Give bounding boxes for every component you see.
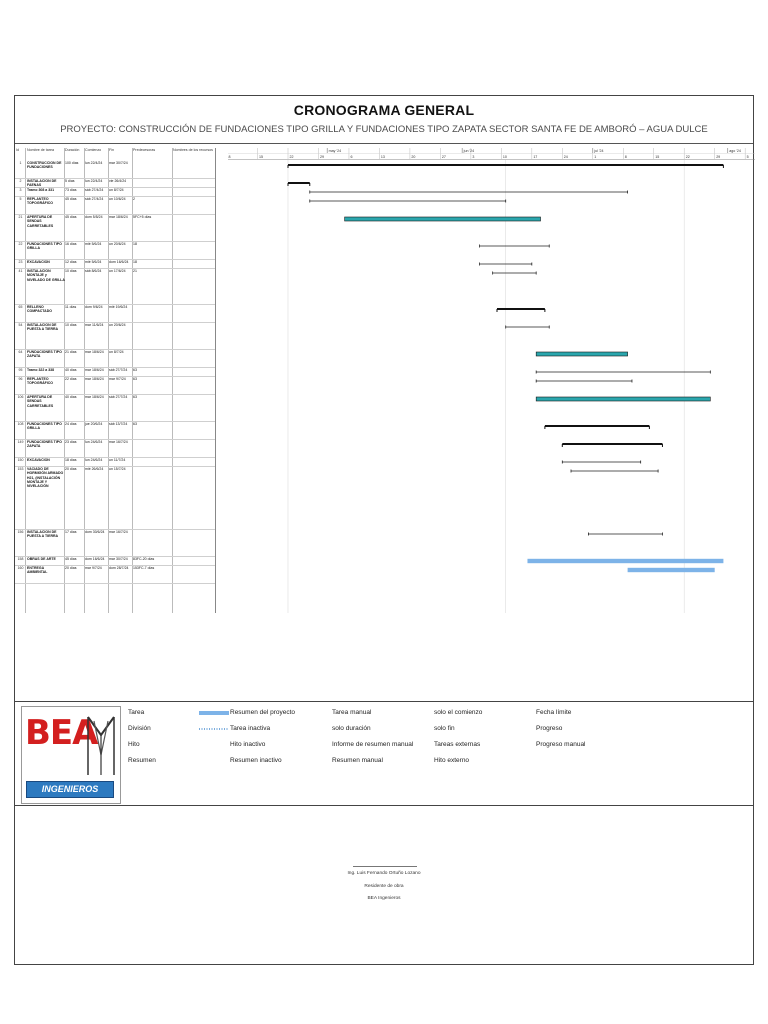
task-duration: 5 días <box>65 179 75 183</box>
task-pred: 63 <box>133 368 137 372</box>
task-name: REPLANTEO TOPOGRÁFICO <box>27 197 53 206</box>
task-duration: 11 días <box>65 305 77 309</box>
timescale-day-label: 27 <box>441 155 446 159</box>
task-start: sáb 27/4/24 <box>85 188 104 192</box>
timescale-day-label: 8 <box>624 155 627 159</box>
table-row[interactable] <box>15 214 215 242</box>
task-end: mar 30/7/24 <box>109 557 128 561</box>
task-duration: 10 días <box>65 323 77 327</box>
timescale-day-label: 6 <box>350 155 353 159</box>
table-header <box>15 148 215 160</box>
legend-label: Hito externo <box>434 757 470 764</box>
task-start: mié 5/6/24 <box>85 260 102 264</box>
task-end: un 8/7/24 <box>109 350 124 354</box>
task-duration: 21 días <box>65 350 77 354</box>
task-end: vie 26/4/24 <box>109 179 127 183</box>
task-name: VACIADO DE HORMIGÓN ARMADO H21, (INSTALACIÓN MONTAJE Y NIVELACIÓN <box>27 467 64 489</box>
task-duration: 45 días <box>65 557 77 561</box>
timescale-month-label: ago '24 <box>729 149 741 154</box>
timescale-day-label: 5 <box>746 155 749 159</box>
task-end: un 10/6/24 <box>109 197 126 201</box>
table-row[interactable] <box>15 394 215 422</box>
task-start: sáb 8/6/24 <box>85 269 102 273</box>
col-duration: Duración <box>65 148 80 152</box>
table-row[interactable] <box>15 565 215 584</box>
col-id: Id <box>16 148 19 152</box>
task-name: EXCAVACION <box>27 458 50 462</box>
task-end: mié 19/6/24 <box>109 305 128 309</box>
timescale-month-label: jun '24 <box>463 149 475 154</box>
timescale-day-label: 15 <box>655 155 660 159</box>
task-end: un 15/7/24 <box>109 467 126 471</box>
task-pred: 2 <box>133 197 135 201</box>
legend-label: Hito inactivo <box>230 741 266 748</box>
table-row[interactable] <box>15 304 215 323</box>
legend-label: Fecha límite <box>536 709 572 716</box>
task-end: dom 16/6/24 <box>109 260 129 264</box>
task-duration: 100 días <box>65 161 79 165</box>
task-end: dom 28/7/24 <box>109 566 129 570</box>
task-start: lun 24/6/24 <box>85 458 103 462</box>
task-pred: 18 <box>133 242 137 246</box>
task-name: OBRAS DE ARTE <box>27 557 56 561</box>
task-start: lun 22/4/24 <box>85 161 103 165</box>
legend-label: Informe de resumen manual <box>332 741 414 748</box>
task-name: FUNDACIONES TIPO GRILLA <box>27 242 62 251</box>
gantt-chart <box>228 148 755 613</box>
legend-label: solo fin <box>434 725 455 732</box>
task-duration: 20 días <box>65 467 77 471</box>
task-pred: 63 <box>133 395 137 399</box>
task-id: 22 <box>18 242 23 246</box>
table-row[interactable] <box>15 322 215 350</box>
task-id: 65 <box>18 305 23 309</box>
task-start: dom 16/6/24 <box>85 557 105 561</box>
task-id: 96 <box>18 377 23 381</box>
legend-task-swatch <box>199 711 229 715</box>
legend-label: Tarea <box>128 709 145 716</box>
legend-label: Resumen inactivo <box>230 757 282 764</box>
task-id: 64 <box>18 350 23 354</box>
task-pred: 21 <box>133 269 137 273</box>
gantt-bar-summary-project <box>527 559 723 563</box>
task-duration: 45 días <box>65 197 77 201</box>
task-end: mar 16/7/24 <box>109 440 128 444</box>
gantt-bar-task <box>345 217 541 221</box>
task-name: Tramo 322 a 338 <box>27 368 55 372</box>
task-id: 54 <box>18 323 23 327</box>
gantt-bar-summary-project <box>628 568 715 572</box>
legend-label: Resumen del proyecto <box>230 709 296 716</box>
task-pred: 63 <box>133 422 137 426</box>
task-id: 149 <box>17 440 24 444</box>
col-end: Fin <box>109 148 114 152</box>
task-duration: 17 días <box>65 530 77 534</box>
legend-label: Progreso manual <box>536 741 586 748</box>
table-row[interactable] <box>15 349 215 368</box>
timescale-day-label: 22 <box>685 155 690 159</box>
task-end: mar 9/7/24 <box>109 377 126 381</box>
task-duration: 12 días <box>65 260 77 264</box>
task-id: 95 <box>18 368 23 372</box>
task-end: un 20/6/24 <box>109 242 126 246</box>
task-name: FUNDACIONES TIPO ZAPATA <box>27 350 62 359</box>
col-pred: Predecesoras <box>133 148 156 152</box>
task-duration: 20 días <box>65 566 77 570</box>
task-start: lun 24/6/24 <box>85 440 103 444</box>
legend-label: Resumen <box>128 757 156 764</box>
table-row[interactable] <box>15 160 215 179</box>
legend-label: Tareas externas <box>434 741 481 748</box>
task-id: 153 <box>17 467 24 471</box>
task-name: Tramo 308 a 331 <box>27 188 55 192</box>
gantt-bar-task <box>536 352 627 356</box>
legend-label: Progreso <box>536 725 563 732</box>
task-name: FUNDACIONES TIPO GRILLA <box>27 422 62 431</box>
legend-label: solo duración <box>332 725 371 732</box>
legend-label: Tarea manual <box>332 709 372 716</box>
task-end: sáb 13/7/24 <box>109 422 128 426</box>
timescale-day-label: 29 <box>716 155 721 159</box>
signature-name: Ing. Luis Fernando Ortuño Lozano <box>347 871 421 876</box>
gantt-bar-task <box>536 397 710 401</box>
signature-line <box>353 866 417 867</box>
task-name: FUNDACIONES TIPO ZAPATA <box>27 440 62 449</box>
task-duration: 16 días <box>65 242 77 246</box>
table-row[interactable] <box>15 241 215 260</box>
table-row[interactable] <box>15 268 215 305</box>
timescale-day-label: 17 <box>533 155 538 159</box>
gantt-svg <box>228 148 755 613</box>
task-end: sáb 27/7/24 <box>109 395 128 399</box>
task-id: 5 <box>19 197 22 201</box>
task-duration: 18 días <box>65 458 77 462</box>
task-end: un 8/7/24 <box>109 188 124 192</box>
task-start: mar 9/7/24 <box>85 566 102 570</box>
task-start: mar 18/6/24 <box>85 350 104 354</box>
task-start: jue 20/6/24 <box>85 422 103 426</box>
task-id: 158 <box>17 557 24 561</box>
timescale-day-label: 3 <box>472 155 475 159</box>
timescale-month-label: may '24 <box>328 149 342 154</box>
task-end: mar 18/6/24 <box>109 215 128 219</box>
task-duration: 40 días <box>65 368 77 372</box>
page-subtitle: PROYECTO: CONSTRUCCIÓN DE FUNDACIONES TIPO GRILLA Y FUNDACIONES TIPO ZAPATA SECTOR SANTA FE DE AMBORÓ – AGUA DULCE <box>60 124 708 135</box>
task-start: mar 18/6/24 <box>85 395 104 399</box>
task-start: dom 9/6/24 <box>85 305 103 309</box>
task-id: 3 <box>19 188 22 192</box>
task-start: mié 5/6/24 <box>85 242 102 246</box>
task-pred: 83FC-20 días <box>133 557 155 561</box>
task-name: CONSTRUCCION DE FUNDACIONES <box>27 161 62 170</box>
timescale-day-label: 22 <box>289 155 294 159</box>
task-name: ENTREGA AMBIENTAL <box>27 566 48 575</box>
timescale-day-label: 20 <box>411 155 416 159</box>
task-start: mar 18/6/24 <box>85 377 104 381</box>
legend-label: Hito <box>128 741 140 748</box>
task-duration: 40 días <box>65 395 77 399</box>
task-start: lun 22/4/24 <box>85 179 103 183</box>
timescale-day-label: 13 <box>380 155 385 159</box>
task-pred: 5FC+5 días <box>133 215 152 219</box>
task-id: 1 <box>19 161 22 165</box>
logo-subtext: INGENIEROS <box>26 781 114 798</box>
timescale-day-label: 1 <box>594 155 597 159</box>
title-divider <box>15 143 753 144</box>
col-name: Nombre de tarea <box>27 148 54 152</box>
task-end: un 20/6/24 <box>109 323 126 327</box>
table-row[interactable] <box>15 529 215 557</box>
task-id: 106 <box>17 395 24 399</box>
schedule-sheet <box>14 95 754 965</box>
task-end: un 17/6/24 <box>109 269 126 273</box>
task-start: dom 5/5/24 <box>85 215 103 219</box>
table-row[interactable] <box>15 196 215 215</box>
task-name: APERTURA DE SENDAS CARRETABLES <box>27 215 54 228</box>
table-row[interactable] <box>15 466 215 530</box>
task-end: un 11/7/24 <box>109 458 126 462</box>
table-row[interactable] <box>15 421 215 440</box>
task-end: mar 16/7/24 <box>109 530 128 534</box>
task-name: RELLENO COMPACTADO <box>27 305 52 314</box>
task-name: INSTALACION DE PUESTA A TIERRA <box>27 323 59 332</box>
legend-label: División <box>128 725 151 732</box>
task-end: mar 30/7/24 <box>109 161 128 165</box>
task-pred: 63 <box>133 377 137 381</box>
task-start: mar 11/6/24 <box>85 323 104 327</box>
timescale-day-label: 15 <box>259 155 264 159</box>
task-name: REPLANTEO TOPOGRÁFICO <box>27 377 53 386</box>
task-duration: 73 días <box>65 188 77 192</box>
task-duration: 23 días <box>65 440 77 444</box>
task-name: INSTALACION MONTAJE y NIVELADO DE GRILLA <box>27 269 65 282</box>
task-start: mié 26/6/24 <box>85 467 104 471</box>
timescale-day-label: 10 <box>502 155 507 159</box>
signature-role: Residente de obra <box>364 884 404 889</box>
col-resources: Nombres de los recursos <box>173 148 213 152</box>
legend-label: Resumen manual <box>332 757 383 764</box>
task-name: INSTALACION DE PUESTA A TIERRA <box>27 530 59 539</box>
page-title: CRONOGRAMA GENERAL <box>293 102 475 118</box>
task-pred: 18 <box>133 260 137 264</box>
task-duration: 22 días <box>65 377 77 381</box>
timescale-month-label: jul '24 <box>594 149 604 154</box>
task-start: sáb 27/4/24 <box>85 197 104 201</box>
legend-symbols <box>15 702 753 802</box>
task-id: 156 <box>17 530 24 534</box>
task-id: 21 <box>18 215 23 219</box>
legend-label: Tarea inactiva <box>230 725 271 732</box>
logo-text: BEA <box>25 713 98 753</box>
task-name: INSTALACION DE FAENAS <box>27 179 57 188</box>
table-row[interactable] <box>15 376 215 395</box>
task-duration: 10 días <box>65 269 77 273</box>
timescale-day-label: 29 <box>319 155 324 159</box>
grid-line <box>215 148 216 613</box>
task-id: 108 <box>17 422 24 426</box>
task-start: mar 18/6/24 <box>85 368 104 372</box>
timescale-day-label: 24 <box>563 155 568 159</box>
task-end: sáb 27/7/24 <box>109 368 128 372</box>
task-start: dom 30/6/24 <box>85 530 105 534</box>
task-id: 160 <box>17 566 24 570</box>
table-row[interactable] <box>15 439 215 458</box>
task-duration: 24 días <box>65 422 77 426</box>
legend <box>15 701 753 806</box>
task-id: 150 <box>17 458 24 462</box>
task-name: APERTURA DE SENDAS CARRETABLES <box>27 395 54 408</box>
col-start: Comienzo <box>85 148 102 152</box>
task-name: EXCAVACION <box>27 260 50 264</box>
task-id: 41 <box>18 269 23 273</box>
task-id: 2 <box>19 179 22 183</box>
task-id: 23 <box>18 260 23 264</box>
signature-company: BEA Ingenieros <box>367 896 401 901</box>
timescale-day-label: 8 <box>228 155 231 159</box>
task-duration: 45 días <box>65 215 77 219</box>
task-pred: 153FC-7 días <box>133 566 155 570</box>
legend-label: solo el comienzo <box>434 709 483 716</box>
